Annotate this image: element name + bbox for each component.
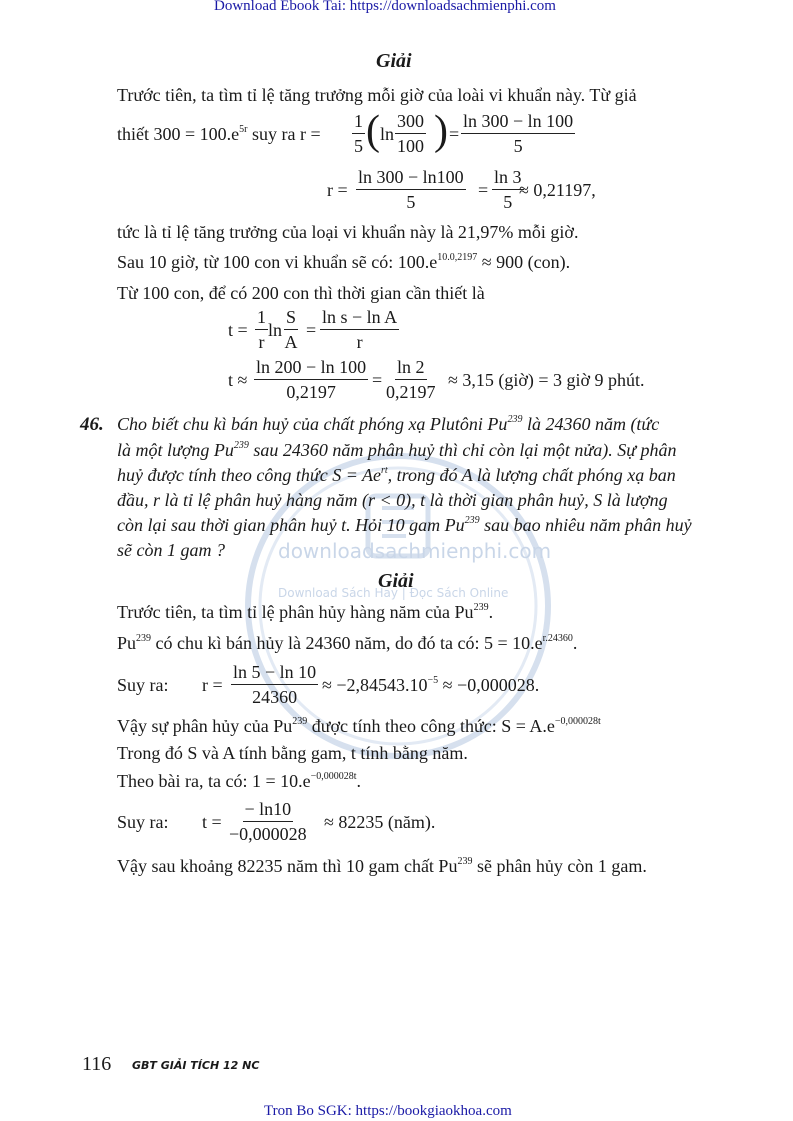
sol1-frac-9 [254,357,368,403]
sol2-l1-b: . [488,602,494,622]
watermark-site: downloadsachmienphi.com [278,539,552,563]
sol1-line2 [117,124,321,145]
frac-num: ln 300 − ln100 [356,167,466,190]
sol2-frac-1 [231,662,318,708]
sol1-eq-2: = [478,180,489,200]
sol2-l4-sup2: −0,000028t [554,716,601,727]
sol1-t-approx: t ≈ [228,370,248,390]
frac-den: 5 [503,192,513,212]
sol1-frac-7 [284,307,298,353]
sol1-line2-sup: 5r [239,124,248,135]
sol2-approx-1 [322,675,539,696]
sol2-suyra-1: Suy ra: [117,675,169,695]
sol2-line4 [117,716,601,737]
sol1-line5-text-a: Sau 10 giờ, từ 100 con vi khuẩn sẽ có: 100.e [117,252,438,272]
top-download-link[interactable]: Download Ebook Tai: https://downloadsachmienphi.com [214,0,556,14]
sol1-line2-text-a: thiết 300 = 100.e [117,124,240,144]
sol1-eq-3: = [306,320,317,340]
sol1-frac-6 [255,307,268,353]
problem-46-line3 [117,465,676,486]
frac-den: −0,000028 [229,824,307,844]
p46-l2-b: sau 24360 năm phân huỷ thì chỉ còn lại một nửa). Sự phân [248,440,677,460]
sol2-l4-b: được tính theo công thức: S = A.e [307,716,555,736]
sol1-close-paren: ) [434,108,448,154]
sol2-line2 [117,633,577,654]
frac-den: 5 [513,136,523,156]
sol1-frac-2 [395,111,426,157]
frac-num: ln 300 − ln 100 [461,111,575,134]
sol1-eq: = [449,124,460,144]
p46-l2-a: là một lượng Pu [117,440,234,460]
frac-den: r [258,332,265,352]
frac-num: ln 2 [395,357,427,380]
sol2-approx1-sup: −5 [427,675,439,686]
frac-den: 5 [406,192,416,212]
sol2-l1-sup: 239 [473,602,489,613]
sol2-line1 [117,602,493,623]
sol2-l4-a: Vậy sự phân hủy của Pu [117,716,293,736]
solution-heading-2: Giải [378,570,414,592]
sol2-l2-c: . [572,633,578,653]
sol1-line2-text-b: suy ra r = [247,124,321,144]
sol2-t-eq: t = [202,812,222,832]
sol2-l1-a: Trước tiên, ta tìm tỉ lệ phân hủy hàng năm của Pu [117,602,474,622]
frac-num: 300 [395,111,426,134]
frac-num: 1 [255,307,268,330]
sol2-r-eq: r = [202,675,223,695]
frac-den: 0,2197 [386,382,436,402]
book-title: GBT GIẢI TÍCH 12 NC [132,1059,260,1072]
frac-den: r [356,332,363,352]
sol1-frac-1 [352,111,365,157]
bottom-sgk-link[interactable]: Tron Bo SGK: https://bookgiaokhoa.com [264,1103,512,1119]
frac-num: − ln10 [243,799,294,822]
sol1-ln-s: ln [268,320,283,340]
sol1-approx-2: ≈ 3,15 (giờ) = 3 giờ 9 phút. [448,370,645,390]
sol2-l6-sup: −0,000028t [310,771,357,782]
sol2-l2-a: Pu [117,633,137,653]
p46-l5-a: còn lại sau thời gian phân huỷ t. Hỏi 10 gam Pu [117,515,465,535]
sol1-r-eq: r = [327,180,348,200]
sol1-line5-sup: 10.0,2197 [437,252,478,263]
sol1-ln: ln [380,124,395,144]
page-number: 116 [82,1053,112,1075]
sol1-frac-3 [461,111,575,157]
p46-l3-sup: rt [381,465,388,476]
watermark-tagline: Download Sách Hay | Đọc Sách Online [278,586,509,600]
problem-46-line2 [117,440,677,461]
p46-l1-a: Cho biết chu kì bán huỷ của chất phóng xạ Plutôni Pu [117,414,508,434]
sol2-approx1-a: ≈ −2,84543.10 [322,675,428,695]
problem-46-line5 [117,515,692,536]
sol2-line8 [117,856,647,877]
frac-num: 1 [352,111,365,134]
sol2-l6-a: Theo bài ra, ta có: 1 = 10.e [117,771,311,791]
sol2-l6-b: . [356,771,362,791]
sol2-l8-sup: 239 [457,856,473,867]
frac-num: ln s − ln A [320,307,399,330]
p46-l2-sup: 239 [233,440,249,451]
sol2-line5: Trong đó S và A tính bằng gam, t tính bằng năm. [117,743,468,763]
sol1-open-paren: ( [366,108,380,154]
sol2-suyra-2: Suy ra: [117,812,169,832]
p46-l5-sup: 239 [464,515,480,526]
sol1-line5-text-b: ≈ 900 (con). [477,252,571,272]
sol2-l8-b: sẽ phân hủy còn 1 gam. [472,856,647,876]
sol2-approx1-b: ≈ −0,000028. [438,675,540,695]
p46-l1-sup: 239 [507,414,523,425]
sol1-line5 [117,252,570,273]
frac-num: ln 3 [492,167,524,190]
p46-l1-b: là 24360 năm (tức [522,414,660,434]
problem-46-line4: đầu, r là tỉ lệ phân huỷ hàng năm (r < 0), t là thời gian phân huỷ, S là lượng [117,490,668,510]
sol1-line4: tức là tỉ lệ tăng trưởng của loại vi khuẩn này là 21,97% mỗi giờ. [117,222,579,242]
problem-46-number: 46. [80,414,104,435]
frac-num: S [284,307,298,330]
problem-46-line6: sẽ còn 1 gam ? [117,540,225,560]
problem-46-line1 [117,414,659,435]
sol2-l8-a: Vậy sau khoảng 82235 năm thì 10 gam chất Pu [117,856,458,876]
sol2-line6 [117,771,361,792]
frac-den: 5 [354,136,363,156]
sol1-frac-10 [386,357,436,403]
sol2-approx-2: ≈ 82235 (năm). [324,812,436,832]
sol2-frac-2 [229,799,307,845]
p46-l5-b: sau bao nhiêu năm phân huỷ [479,515,692,535]
p46-l3-b: , trong đó A là lượng chất phóng xạ ban [387,465,676,485]
sol2-l2-b: có chu kì bán hủy là 24360 năm, do đó ta có: 5 = 10.e [151,633,543,653]
frac-num: ln 200 − ln 100 [254,357,368,380]
sol1-line1: Trước tiên, ta tìm tỉ lệ tăng trưởng mỗi giờ của loài vi khuẩn này. Từ giả [117,85,637,105]
frac-num: ln 5 − ln 10 [231,662,318,685]
sol2-l4-sup1: 239 [292,716,308,727]
sol2-l2-sup2: r.24360 [542,633,573,644]
frac-den: 24360 [252,687,298,707]
solution-heading-1: Giải [376,50,412,72]
sol1-line6: Từ 100 con, để có 200 con thì thời gian cần thiết là [117,283,485,303]
sol1-t-eq: t = [228,320,248,340]
sol1-frac-4 [356,167,466,213]
sol1-eq-4: = [372,370,383,390]
sol1-frac-8 [320,307,399,353]
sol1-approx-1: ≈ 0,21197, [519,180,596,200]
frac-den: 0,2197 [286,382,336,402]
p46-l3-a: huỷ được tính theo công thức S = Ae [117,465,381,485]
frac-den: 100 [397,136,424,156]
sol2-l2-sup1: 239 [136,633,152,644]
frac-den: A [284,332,298,352]
